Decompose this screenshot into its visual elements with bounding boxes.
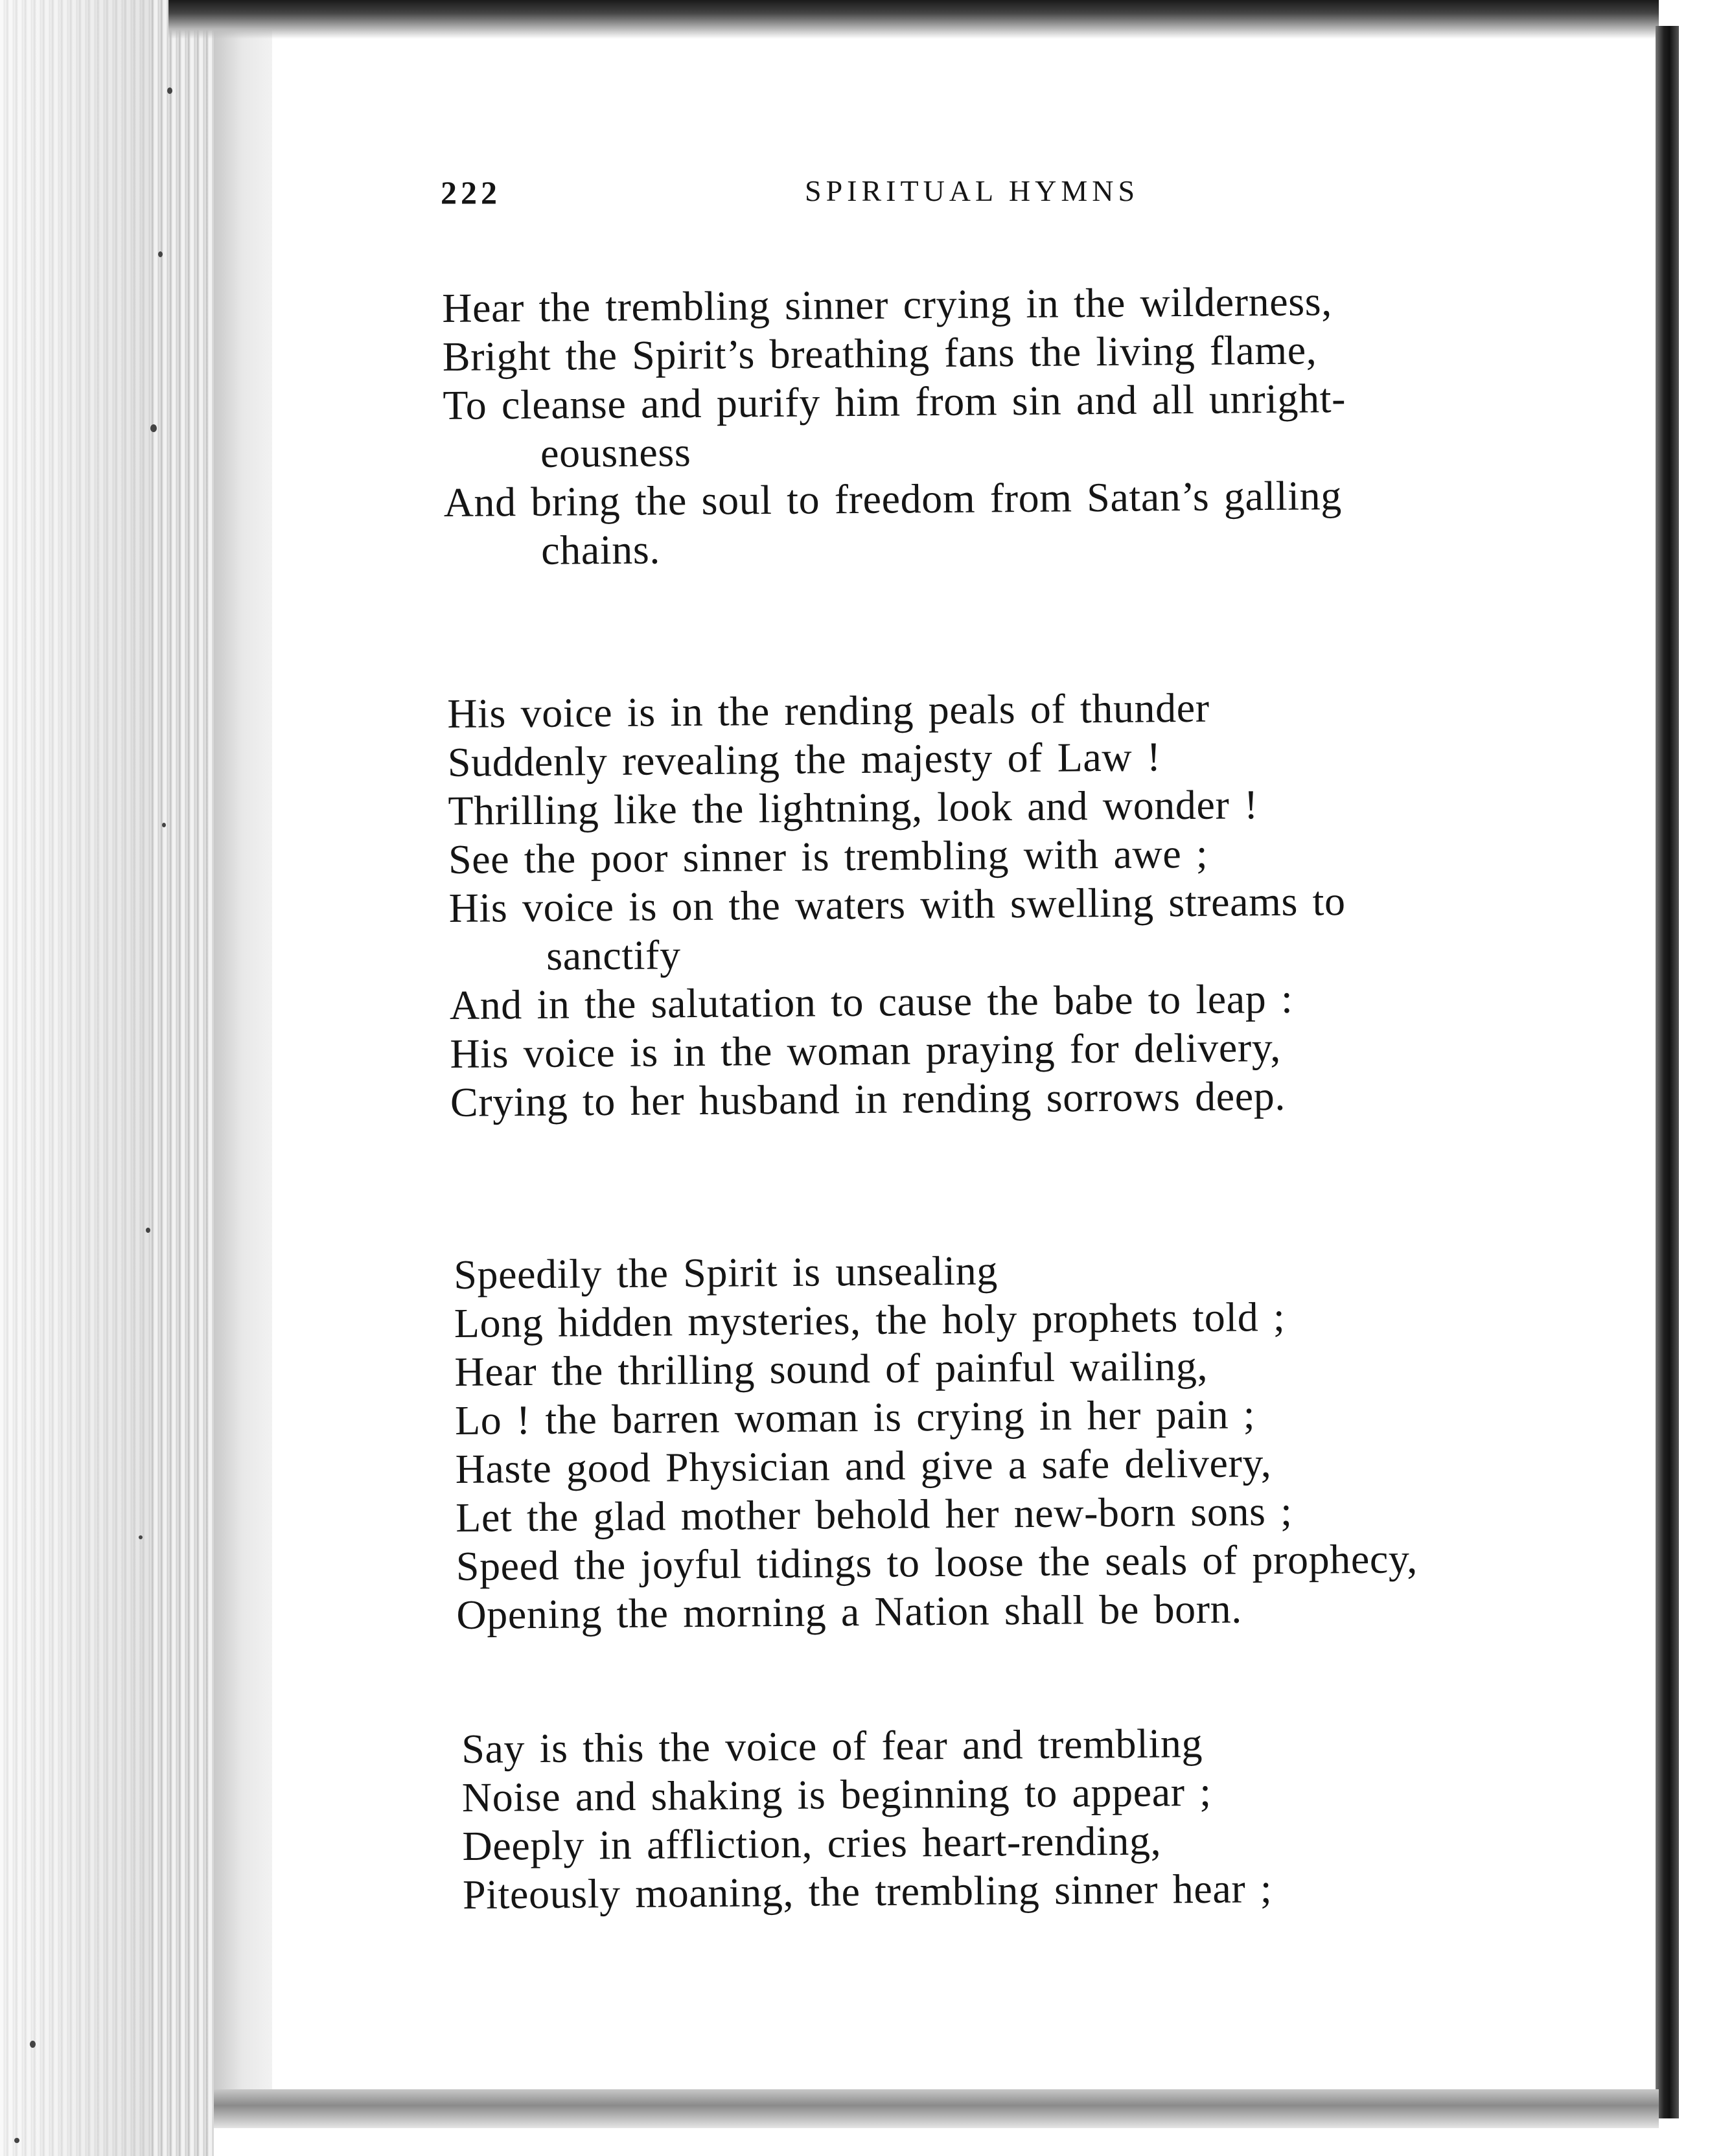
stanza — [447, 682, 1347, 1127]
running-head — [0, 174, 1721, 225]
verse-line: Piteously moaning, the trembling sinner hear ; — [462, 1865, 1273, 1918]
stanza — [454, 1243, 1418, 1639]
book-edge-shading — [0, 0, 149, 2156]
verse-line-continuation: sanctify — [546, 932, 681, 979]
verse-line: Say is this the voice of fear and trembling — [461, 1720, 1203, 1772]
verse-line: To cleanse and purify him from sin and all unright- — [443, 375, 1346, 428]
verse-line: See the poor sinner is trembling with awe ; — [448, 830, 1208, 882]
verse-line: Let the glad mother behold her new-born sons ; — [455, 1487, 1293, 1541]
verse-line: And bring the soul to freedom from Satan’s galling — [443, 472, 1343, 525]
verse-line: His voice is in the woman praying for delivery, — [450, 1024, 1282, 1077]
running-title: SPIRITUAL HYMNS — [805, 174, 1140, 207]
bottom-scan-shadow — [214, 2089, 1659, 2128]
verse-line: Hear the trembling sinner crying in the wilderness, — [442, 278, 1333, 331]
verse-line: Long hidden mysteries, the holy prophets told ; — [454, 1293, 1286, 1346]
stanza — [461, 1718, 1272, 1919]
top-scan-shadow — [168, 0, 1659, 39]
page-number: 222 — [441, 174, 501, 211]
verse-line: Speedily the Spirit is unsealing — [454, 1247, 999, 1298]
verse-line: Hear the thrilling sound of painful wailing, — [454, 1342, 1208, 1395]
verse-line: Deeply in affliction, cries heart-rending, — [462, 1817, 1162, 1869]
verse-line: Haste good Physician and give a safe delivery, — [455, 1439, 1272, 1492]
verse-line: Lo ! the barren woman is crying in her pain ; — [454, 1391, 1256, 1443]
verse-line: Noise and shaking is beginning to appear ; — [461, 1768, 1212, 1820]
verse-line: Opening the morning a Nation shall be born. — [456, 1585, 1243, 1638]
verse-line: Thrilling like the lightning, look and wonder ! — [448, 781, 1259, 834]
verse-line-continuation: eousness — [540, 428, 691, 476]
stanza — [442, 277, 1347, 575]
right-binding-shadow — [1656, 26, 1679, 2118]
verse-line: Speed the joyful tidings to loose the seals of prophecy, — [456, 1535, 1418, 1589]
verse-line: Bright the Spirit’s breathing fans the living flame, — [442, 327, 1317, 380]
right-margin — [1679, 0, 1721, 2156]
verse-line: Crying to her husband in rending sorrows deep. — [450, 1072, 1286, 1125]
verse-line: His voice is in the rending peals of thunder — [447, 684, 1210, 737]
verse-line: His voice is on the waters with swelling streams to — [448, 878, 1346, 931]
verse-line-continuation: chains. — [540, 526, 661, 573]
verse-line: And in the salutation to cause the babe to leap : — [449, 975, 1293, 1028]
verse-line: Suddenly revealing the majesty of Law ! — [447, 733, 1162, 785]
